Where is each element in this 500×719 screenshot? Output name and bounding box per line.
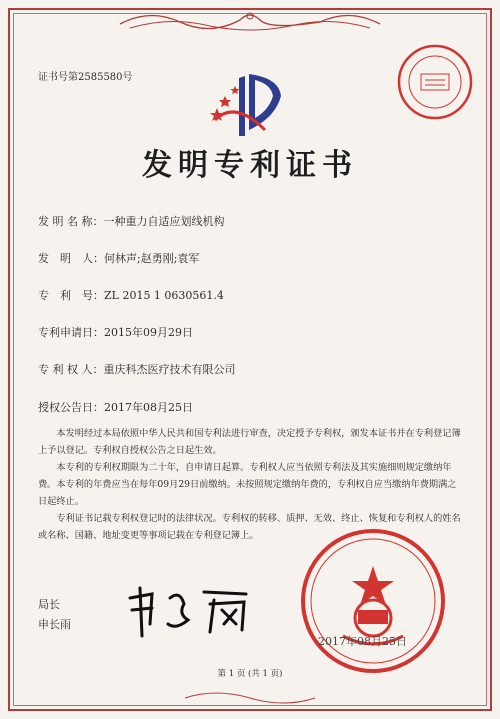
body-paragraph: 本发明经过本局依照中华人民共和国专利法进行审查，决定授予专利权，颁发本证书并在专利登记簿上予以登记。专利权自授权公告之日起生效。 — [38, 428, 461, 456]
field-value: 一种重力自适应划线机构 — [103, 215, 225, 228]
body-paragraph: 本专利的专利权期限为二十年，自申请日起算。专利权人应当依照专利法及其实施细则规定缴纳年费。本专利的年费应当在每年09月29日前缴纳。未按照规定缴纳年费的，专利权自应当缴纳年费期满之日起终止。 — [38, 462, 457, 507]
field-value: 2015年09月29日 — [104, 326, 193, 339]
field-value: 重庆科杰医疗技术有限公司 — [103, 363, 236, 376]
cnipa-logo-icon — [205, 70, 295, 140]
field-grant-date — [38, 399, 193, 415]
field-label: 授权公告日： — [38, 401, 104, 414]
field-label: 发 明 人： — [38, 252, 104, 265]
bottom-ornament — [180, 688, 320, 706]
small-approval-stamp — [395, 42, 475, 122]
field-application-date — [38, 324, 193, 340]
field-label: 发 明 名 称： — [38, 215, 104, 228]
body-paragraph: 专利证书记载专利权登记时的法律状况。专利权的转移、质押、无效、终止、恢复和专利权人的姓名或名称、国籍、地址变更等事项记载在专利登记簿上。 — [38, 513, 461, 541]
field-value: 2017年08月25日 — [104, 401, 193, 414]
field-invention-name — [38, 213, 225, 229]
field-label: 专利申请日： — [38, 326, 104, 339]
director-name: 申长雨 — [38, 618, 71, 631]
field-value: ZL 2015 1 0630561.4 — [104, 289, 224, 302]
page-number: 第 1 页 (共 1 页) — [217, 669, 283, 679]
field-value: 何林声;赵勇刚;袁军 — [104, 252, 200, 265]
director-signature — [118, 580, 258, 640]
top-ornament — [110, 6, 390, 36]
field-patent-number — [38, 287, 224, 303]
page-title: 发明专利证书 — [142, 148, 358, 183]
director-title: 局长 — [38, 598, 60, 611]
certificate-number: 证书号第2585580号 — [38, 72, 133, 83]
field-label: 专 利 号： — [38, 289, 104, 302]
official-seal — [298, 526, 448, 676]
field-inventor — [38, 250, 199, 266]
field-label: 专 利 权 人： — [38, 363, 104, 376]
field-patentee — [38, 361, 236, 377]
seal-date: 2017年08月25日 — [318, 635, 407, 648]
